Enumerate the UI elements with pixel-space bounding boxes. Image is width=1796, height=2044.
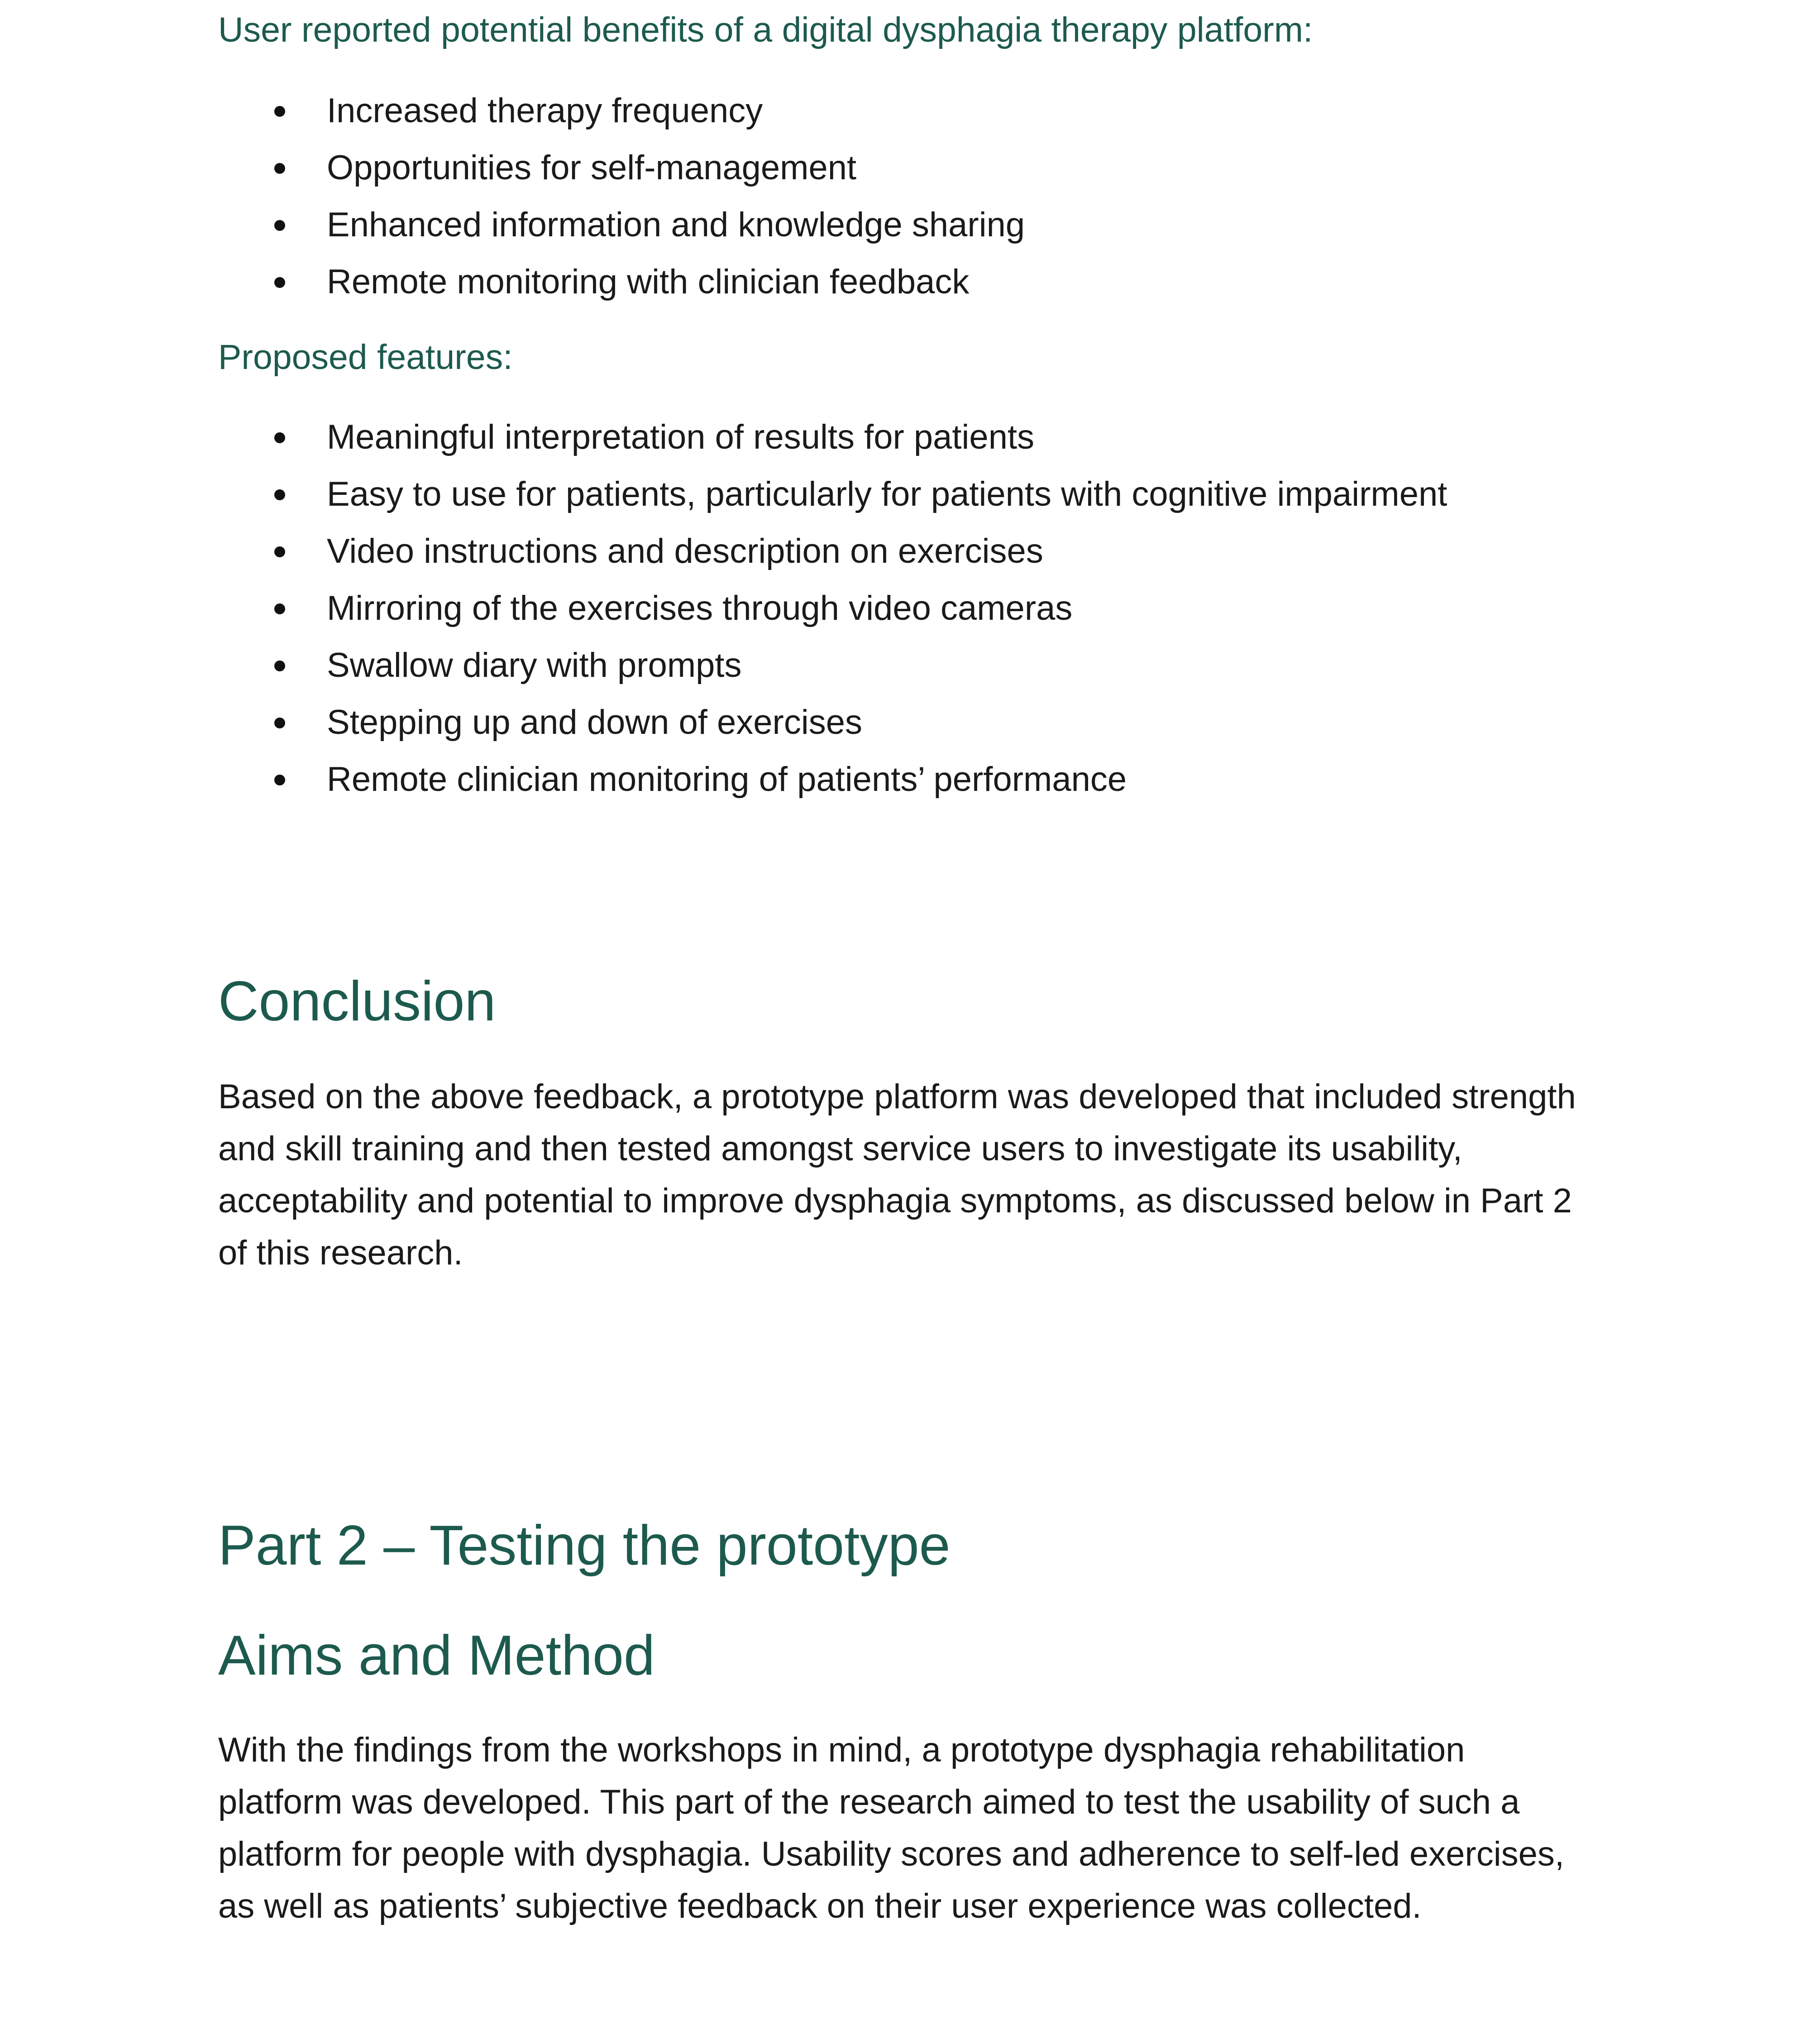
- list-item: [218, 82, 1025, 139]
- list-item: [218, 751, 1447, 808]
- list-item: [218, 637, 1447, 694]
- features-heading: Proposed features:: [218, 338, 513, 377]
- list-item-text: Meaningful interpretation of results for patients: [327, 418, 1035, 456]
- bullet-icon: [274, 432, 285, 443]
- list-item-text: Increased therapy frequency: [327, 91, 763, 130]
- bullet-icon: [274, 220, 285, 231]
- list-item-text: Easy to use for patients, particularly for patients with cognitive impairment: [327, 475, 1447, 513]
- part2-heading: Part 2 – Testing the prototype: [218, 1514, 951, 1577]
- list-item: [218, 196, 1025, 254]
- list-item-text: Mirroring of the exercises through video cameras: [327, 589, 1073, 627]
- list-item: [218, 254, 1025, 311]
- bullet-icon: [274, 775, 285, 785]
- bullet-icon: [274, 718, 285, 728]
- list-item-text: Video instructions and description on exercises: [327, 532, 1043, 570]
- list-item: [218, 139, 1025, 196]
- bullet-icon: [274, 489, 285, 500]
- conclusion-paragraph: Based on the above feedback, a prototype platform was developed that included strength and skill training and then tested amongst service users to investigate its usability, acceptability and potential to improve dysphagia symptoms, as discussed below in Part 2 of this research.: [218, 1077, 1576, 1272]
- list-item: [218, 580, 1447, 637]
- bullet-icon: [274, 603, 285, 614]
- list-item-text: Enhanced information and knowledge sharing: [327, 206, 1025, 244]
- bullet-icon: [274, 106, 285, 117]
- list-item: [218, 694, 1447, 751]
- benefits-heading: User reported potential benefits of a digital dysphagia therapy platform:: [218, 10, 1313, 49]
- features-list: [218, 409, 1447, 808]
- benefits-list: [218, 82, 1025, 311]
- bullet-icon: [274, 277, 285, 288]
- list-item: [218, 523, 1447, 580]
- bullet-icon: [274, 163, 285, 174]
- bullet-icon: [274, 661, 285, 671]
- list-item-text: Opportunities for self-management: [327, 148, 857, 187]
- conclusion-heading: Conclusion: [218, 970, 496, 1033]
- list-item-text: Stepping up and down of exercises: [327, 703, 863, 742]
- aims-method-heading: Aims and Method: [218, 1624, 655, 1687]
- bullet-icon: [274, 546, 285, 557]
- list-item-text: Remote clinician monitoring of patients’ performance: [327, 760, 1127, 799]
- aims-method-paragraph: With the findings from the workshops in mind, a prototype dysphagia rehabilitation platform was developed. This part of the research aimed to test the usability of such a platform for people with dysphagia. Usability scores and adherence to self-led exercises, as well as patients’ subjective feedback on their user experience was collected.: [218, 1731, 1564, 1925]
- list-item: [218, 466, 1447, 523]
- list-item: [218, 409, 1447, 466]
- list-item-text: Remote monitoring with clinician feedback: [327, 263, 970, 301]
- list-item-text: Swallow diary with prompts: [327, 646, 742, 685]
